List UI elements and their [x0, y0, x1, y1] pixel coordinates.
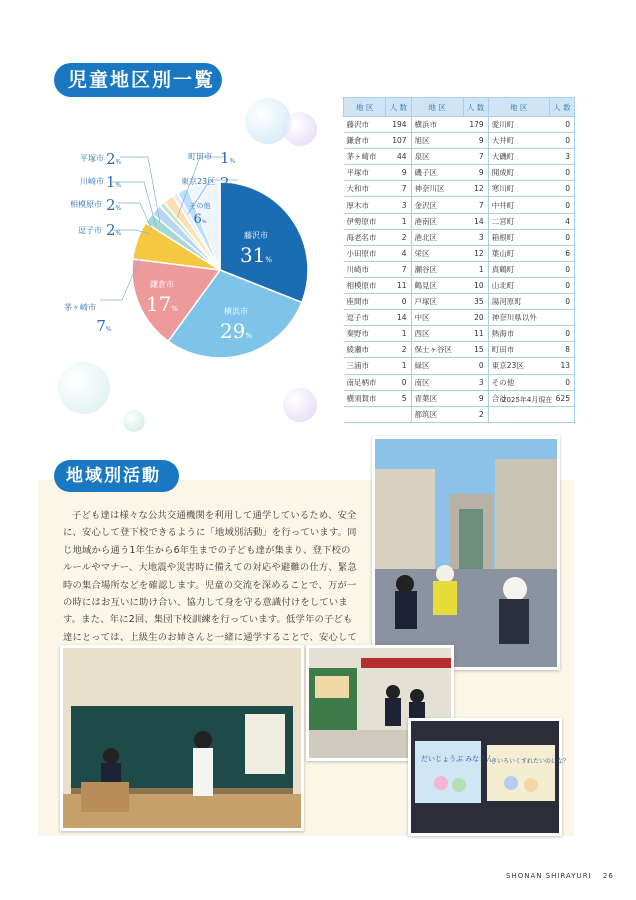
count-cell: 1	[463, 261, 488, 277]
district-cell: 合計	[488, 390, 549, 406]
svg-text:2%: 2%	[106, 196, 122, 214]
count-cell: 8	[549, 342, 574, 358]
district-cell: 綾瀬市	[344, 342, 386, 358]
district-cell: 山北町	[488, 277, 549, 293]
svg-text:2%: 2%	[220, 174, 236, 192]
district-cell: その他	[488, 374, 549, 390]
count-cell: 7	[463, 149, 488, 165]
count-cell: 0	[549, 197, 574, 213]
count-cell: 2	[386, 342, 411, 358]
count-cell: 2	[386, 229, 411, 245]
table-row	[344, 165, 575, 181]
label-sagamihara	[70, 196, 122, 214]
district-cell: 青葉区	[411, 390, 463, 406]
count-cell: 7	[386, 181, 411, 197]
svg-text:平塚市: 平塚市	[80, 154, 104, 163]
label-machida	[188, 149, 236, 167]
activity-description: 子ども達は様々な公共交通機関を利用して通学しているため、安全に、安心して登下校できるように「地域別活動」を行っています。同じ地域から通う1年生から6年生までの子ども達が集まり、登下校のルールやマナー、大地震や災害時に備えての対応や避難の仕方、緊急時の集合場所などを確認します。児童の交流を深めることで、万が一の時にはお互いに助け合い、協力して身を守る意識付けをしています。また、年に2回、集団下校訓練を行っています。低学年の子ども達にとっては、上級生のお姉さんと一緒に通学することで、安心して	[63, 510, 358, 643]
table-row	[344, 117, 575, 133]
count-cell: 9	[463, 165, 488, 181]
column-header: 地 区	[344, 98, 386, 117]
count-cell	[549, 310, 574, 326]
district-cell: 鶴見区	[411, 277, 463, 293]
district-cell: 寒川町	[488, 181, 549, 197]
district-cell: 川崎市	[344, 261, 386, 277]
count-cell	[549, 406, 574, 422]
count-cell: 7	[463, 197, 488, 213]
district-cell: 藤沢市	[344, 117, 386, 133]
column-header: 地 区	[411, 98, 463, 117]
district-cell: 保土ヶ谷区	[411, 342, 463, 358]
district-cell: 葉山町	[488, 245, 549, 261]
footer-school-name: SHONAN SHIRAYURI	[506, 872, 592, 880]
count-cell: 3	[463, 229, 488, 245]
count-cell: 9	[463, 390, 488, 406]
district-cell: 神奈川県以外	[488, 310, 549, 326]
table-row	[344, 294, 575, 310]
district-cell: 横浜市	[411, 117, 463, 133]
count-cell: 4	[386, 245, 411, 261]
svg-text:藤沢市: 藤沢市	[244, 231, 268, 240]
district-cell: 神奈川区	[411, 181, 463, 197]
district-cell: 南足柄市	[344, 374, 386, 390]
district-cell: 三浦市	[344, 358, 386, 374]
decorative-bubble	[123, 410, 145, 432]
page-number: 26	[602, 872, 614, 880]
svg-text:2%: 2%	[106, 221, 122, 239]
svg-text:横浜市: 横浜市	[224, 307, 248, 316]
count-cell: 0	[549, 117, 574, 133]
district-cell: 港南区	[411, 213, 463, 229]
label-hiratsuka	[80, 150, 122, 168]
district-cell: 湯河原町	[488, 294, 549, 310]
count-cell: 3	[549, 149, 574, 165]
table-row	[344, 149, 575, 165]
svg-text:29%: 29%	[219, 319, 253, 343]
svg-text:鎌倉市: 鎌倉市	[150, 280, 174, 289]
svg-text:17%: 17%	[145, 292, 179, 316]
svg-text:逗子市: 逗子市	[78, 226, 102, 235]
district-cell	[344, 406, 386, 422]
svg-text:1%: 1%	[106, 173, 122, 191]
svg-text:相模原市: 相模原市	[70, 200, 102, 209]
district-cell: 都筑区	[411, 406, 463, 422]
district-cell: 金沢区	[411, 197, 463, 213]
count-cell: 44	[386, 149, 411, 165]
count-cell: 0	[549, 294, 574, 310]
svg-text:6%: 6%	[193, 212, 207, 227]
district-cell: 小田原市	[344, 245, 386, 261]
count-cell: 10	[463, 277, 488, 293]
count-cell: 1	[386, 358, 411, 374]
count-cell: 35	[463, 294, 488, 310]
table-row	[344, 213, 575, 229]
photo-hand-made-cards	[408, 718, 570, 836]
count-cell: 11	[386, 277, 411, 293]
count-cell: 194	[386, 117, 411, 133]
count-cell: 0	[549, 326, 574, 342]
count-cell: 0	[549, 181, 574, 197]
count-cell: 9	[463, 133, 488, 149]
table-row	[344, 310, 575, 326]
district-cell: 中井町	[488, 197, 549, 213]
count-cell: 15	[463, 342, 488, 358]
district-cell: 伊勢原市	[344, 213, 386, 229]
table-header-row	[344, 98, 575, 117]
count-cell: 3	[463, 374, 488, 390]
count-cell: 1	[386, 213, 411, 229]
section-title-regional-activities: 地域別活動	[54, 460, 179, 492]
count-cell	[386, 406, 411, 422]
district-cell: 箱根町	[488, 229, 549, 245]
count-cell: 12	[463, 245, 488, 261]
table-row	[344, 406, 575, 422]
table-row	[344, 277, 575, 293]
svg-text:7%: 7%	[96, 317, 112, 335]
count-cell: 0	[463, 358, 488, 374]
district-cell: 港北区	[411, 229, 463, 245]
svg-text:川崎市: 川崎市	[80, 177, 104, 186]
district-cell: 開成町	[488, 165, 549, 181]
count-cell: 6	[549, 245, 574, 261]
count-cell: 14	[463, 213, 488, 229]
decorative-bubble	[283, 388, 317, 422]
table-row	[344, 181, 575, 197]
count-cell: 14	[386, 310, 411, 326]
district-cell: 泉区	[411, 149, 463, 165]
count-cell: 13	[549, 358, 574, 374]
district-cell: 戸塚区	[411, 294, 463, 310]
table-row	[344, 326, 575, 342]
district-cell: 座間市	[344, 294, 386, 310]
column-header: 地 区	[488, 98, 549, 117]
district-cell: 海老名市	[344, 229, 386, 245]
count-cell: 0	[549, 165, 574, 181]
count-cell: 5	[386, 390, 411, 406]
district-cell	[488, 406, 549, 422]
district-cell: 平塚市	[344, 165, 386, 181]
district-cell: 栄区	[411, 245, 463, 261]
district-cell: 熱海市	[488, 326, 549, 342]
district-table	[343, 97, 575, 423]
column-header: 人 数	[386, 98, 411, 117]
table-row	[344, 229, 575, 245]
table-date-note: 2025年4月現在	[502, 396, 553, 404]
district-cell: 西区	[411, 326, 463, 342]
svg-text:31%: 31%	[239, 243, 273, 267]
label-kawasaki	[80, 173, 122, 191]
count-cell: 0	[549, 261, 574, 277]
count-cell: 3	[386, 197, 411, 213]
district-pie-chart	[60, 140, 340, 380]
section-title-district-list: 児童地区別一覧	[54, 63, 222, 97]
district-cell: 相模原市	[344, 277, 386, 293]
svg-text:東京23区: 東京23区	[181, 177, 216, 186]
table-row	[344, 197, 575, 213]
count-cell: 0	[386, 374, 411, 390]
count-cell: 625	[549, 390, 574, 406]
label-chigasaki	[64, 302, 112, 335]
district-cell: 厚木市	[344, 197, 386, 213]
table-row	[344, 245, 575, 261]
count-cell: 0	[549, 277, 574, 293]
count-cell: 0	[549, 374, 574, 390]
card-text-left: だいじょうぶ みなさん	[421, 755, 494, 763]
district-cell: 二宮町	[488, 213, 549, 229]
district-cell: 東京23区	[488, 358, 549, 374]
count-cell: 9	[386, 165, 411, 181]
district-cell: 瀬谷区	[411, 261, 463, 277]
district-cell: 茅ヶ崎市	[344, 149, 386, 165]
district-cell: 鎌倉市	[344, 133, 386, 149]
count-cell: 2	[463, 406, 488, 422]
district-cell: 磯子区	[411, 165, 463, 181]
column-header: 人 数	[463, 98, 488, 117]
count-cell: 0	[549, 133, 574, 149]
district-cell: 秦野市	[344, 326, 386, 342]
svg-text:1%: 1%	[220, 149, 236, 167]
district-cell: 逗子市	[344, 310, 386, 326]
table-row	[344, 261, 575, 277]
svg-text:その他: その他	[189, 202, 211, 210]
count-cell: 1	[386, 326, 411, 342]
count-cell: 11	[463, 326, 488, 342]
count-cell: 20	[463, 310, 488, 326]
district-cell: 南区	[411, 374, 463, 390]
district-cell: 緑区	[411, 358, 463, 374]
district-cell: 中区	[411, 310, 463, 326]
count-cell: 179	[463, 117, 488, 133]
photo-students-walking-street	[372, 436, 560, 670]
district-cell: 町田市	[488, 342, 549, 358]
count-cell: 0	[549, 229, 574, 245]
district-cell: 大和市	[344, 181, 386, 197]
photo-classroom-blackboard	[60, 645, 304, 831]
svg-text:町田市: 町田市	[188, 152, 212, 161]
count-cell: 4	[549, 213, 574, 229]
district-cell: 旭区	[411, 133, 463, 149]
column-header: 人 数	[549, 98, 574, 117]
district-cell: 横須賀市	[344, 390, 386, 406]
svg-text:2%: 2%	[106, 150, 122, 168]
svg-text:茅ヶ崎市: 茅ヶ崎市	[64, 303, 96, 312]
count-cell: 7	[386, 261, 411, 277]
page-footer	[506, 872, 614, 880]
table-row	[344, 374, 575, 390]
district-cell: 大磯町	[488, 149, 549, 165]
card-text-right: きいろいくすれたいのにな？	[491, 758, 570, 765]
count-cell: 107	[386, 133, 411, 149]
count-cell: 0	[386, 294, 411, 310]
table-row	[344, 358, 575, 374]
label-zushi	[78, 221, 122, 239]
count-cell: 12	[463, 181, 488, 197]
table-row	[344, 342, 575, 358]
district-cell: 真鶴町	[488, 261, 549, 277]
district-cell: 大井町	[488, 133, 549, 149]
district-cell: 愛川町	[488, 117, 549, 133]
table-row	[344, 133, 575, 149]
